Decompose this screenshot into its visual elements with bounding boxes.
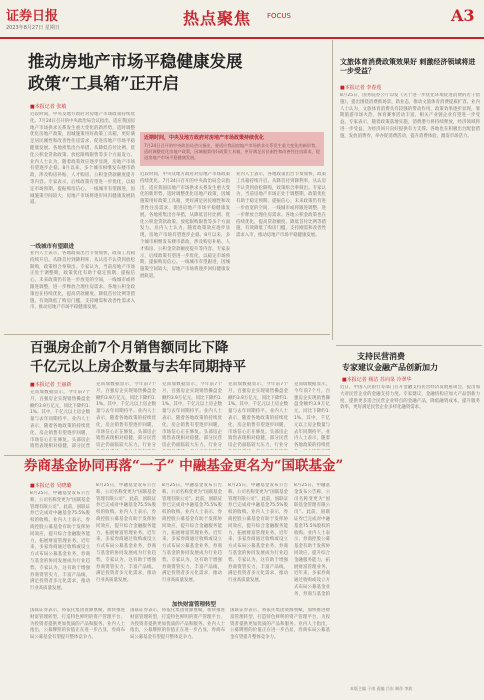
second-body-col2: 克而瑞数据显示，今年前7个月，百强房企实现销售操盘金额约3.9万亿元，同比下降约1.1%。其中，千亿元以上房企数量与去年同期持平。业内人士表示，随着各地政策的持续优化，房企销售有望逐步回暖，市场信心正在修复。头部房企销售表现相对稳健，部分民营房企仍面临较大压力，行业分 xyxy=(96,382,156,449)
lead-body-col1-cont: 业内人士表示，各地政策出台节奏加快，政策工具箱持续开启。从降首付到降利率，从认房不认贷到放松限购，政策组合拳频出。专家认为，当前房地产市场正处于调整期，政策优化有助于稳定预期、提振信心。未来政策仍有进一步放宽的空间，一线城市或将跟进调整，进一步释放合理住房需求。各地公积金政策也在持续优化，提高贷款额度、降低首付比例等措施，有效降低了购房门槛，支持刚需和改善性需求入市，推动房地产市场平稳健康发展。 xyxy=(30,251,135,311)
second-body-col5: 克而瑞数据显示，今年前7个月，百强房企实现销售操盘金额约3.9万亿元，同比下降约1.1%。其中，千亿元以上房企数量与去年同期持平。业内人士表示，随着各地政策的持续优 xyxy=(294,382,330,449)
highlight-box-title: 近期时间，中央及地方政府对房地产市场政策持续优化 xyxy=(144,135,265,141)
bottom-body2-col3: 国联证券表示，将依托集团资源禀赋，加快推进财富管理转型，打造特色鲜明的资产管理平台，为投资者提供更加优质的产品和服务。业内人士指出，公募牌照的价值正在进一步凸显，券商布局公募基金有望提升整体竞争力。 xyxy=(230,608,330,641)
page-footer: 本版主编 于南 责编 吕东 制作 李波 xyxy=(350,686,413,691)
bottom-body-col2: 8月25日，中融基金发布公告称，公司名称变更为“国联基金管理有限公司”。此前，国联证券已完成对中融基金75.5%股权的收购。业内人士表示，券商控股公募基金有助于发挥协同效应，提升综合金融服务能力，拓展财富管理业务。近年来，多家券商通过收购或设立方式布局公募基金业务，券商与基金的协同发展成为行业趋势。专家认为，这有助于增强券商资管实力，丰富产品线，满足投资者多元化需求，推动行业高质量发展。 xyxy=(96,483,156,584)
bottom-headline: 券商基金协同再落“一子” 中融基金更名为“国联基金” xyxy=(24,458,344,474)
second-body-col4: 克而瑞数据显示，今年前7个月，百强房企实现销售操盘金额约3.9万亿元，同比下降约1.1%。其中，千亿元以上房企数量与去年同期持平。业内人士表示，随着各地政策的持续优化，房企销售有望逐步回暖，市场信心正在修复。头部房企销售表现相对稳健，部分民营房企仍面临较大压力，行业分 xyxy=(228,382,288,449)
lead-body-col1: 近段时间，中央及地方政府对房地产市场政策持续优化。7月24日召开的中央政治局会议指出，适应我国房地产市场供求关系发生重大变化的新形势，适时调整优化房地产政策，因城施策用好政策工具箱，更好满足居民刚性和改善性住房需求，促进房地产市场平稳健康发展。各地密集出台举措，从降低首付比例、优化公积金贷款政策、放松限购限售等多个方面发力。业内人士认为，随着政策效应逐步显现，房地产市场有望逐步企稳。8月以来，多个城市相继发布楼市新政，涉及购房补贴、人才购房、公积金贷款额度提升等内容。专家表示，后续政策有望进一步优化，以稳定市场预期，提振购房信心。一线城市有望跟进，因城施策空间较大，房地产市场将逐步回归健康发展轨道。 xyxy=(30,112,135,206)
second-body-col3: 克而瑞数据显示，今年前7个月，百强房企实现销售操盘金额约3.9万亿元，同比下降约1.1%。其中，千亿元以上房企数量与去年同期持平。业内人士表示，随着各地政策的持续优化，房企销售有望逐步回暖，市场信心正在修复。头部房企销售表现相对稳健，部分民营房企仍面临较大压力，行业分 xyxy=(162,382,222,449)
lead-body-col3: 业内人士表示，各地政策出台节奏加快，政策工具箱持续开启。从降首付到降利率，从认房不认贷到放松限购，政策组合拳频出。专家认为，当前房地产市场正处于调整期，政策优化有助于稳定预期、提振信心。未来政策仍有进一步放宽的空间，一线城市或将跟进调整，进一步释放合理住房需求。各地公积金政策也在持续优化，提高贷款额度、降低首付比例等措施，有效降低了购房门槛，支持刚需和改善性需求入市，推动房地产市场平稳健康发展。 xyxy=(236,172,326,239)
highlight-box-text: 7月24日召开的中央政治局会议指出，要适应我国房地产市场供求关系发生重大变化的新形势，适时调整优化房地产政策，因城施策用好政策工具箱，更好满足居民刚性和改善性住房需求，促进房地产市场平稳健康发展。 xyxy=(144,143,320,160)
right-divider xyxy=(336,345,482,346)
second-headline-line2: 千亿元以上房企数量与去年同期持平 xyxy=(30,359,246,375)
newspaper-logo: 证券日报 xyxy=(6,9,59,24)
second-headline-line1: 百强房企前7个月销售额同比下降 xyxy=(30,340,229,356)
bottom-byline: ■本报记者 吴晓璐 xyxy=(30,483,72,489)
bottom-body2-col2: 国联证券表示，将依托集团资源禀赋，加快推进财富管理转型，打造特色鲜明的资产管理平台，为投资者提供更加优质的产品和服务。业内人士指出，公募牌照的价值正在进一步凸显，券商布局公募基金有望提升整体竞争力。 xyxy=(130,608,225,641)
bottom-body-col3: 8月25日，中融基金发布公告称，公司名称变更为“国联基金管理有限公司”。此前，国联证券已完成对中融基金75.5%股权的收购。业内人士表示，券商控股公募基金有助于发挥协同效应，提升综合金融服务能力，拓展财富管理业务。近年来，多家券商通过收购或设立方式布局公募基金业务，券商与基金的协同发展成为行业趋势。专家认为，这有助于增强券商资管实力，丰富产品线，满足投资者多元化需求，推动行业高质量发展。 xyxy=(162,483,222,584)
lead-headline-line2: 政策“工具箱”正开启 xyxy=(28,74,179,93)
right-mid-headline-line2: 专家建议金融产品创新加力 xyxy=(342,362,438,372)
bottom-body2-col1: 国联证券表示，将依托集团资源禀赋，加快推进财富管理转型，打造特色鲜明的资产管理平台，为投资者提供更加优质的产品和服务。业内人士指出，公募牌照的价值正在进一步凸显，券商布局公募基金有望提升整体竞争力。 xyxy=(30,608,125,641)
bottom-divider xyxy=(4,455,330,456)
page-number: A3 xyxy=(451,6,475,25)
bottom-body-col1: 8月25日，中融基金发布公告称，公司名称变更为“国联基金管理有限公司”。此前，国联证券已完成对中融基金75.5%股权的收购。业内人士表示，券商控股公募基金有助于发挥协同效应，提升综合金融服务能力，拓展财富管理业务。近年来，多家券商通过收购或设立方式布局公募基金业务，券商与基金的协同发展成为行业趋势。专家认为，这有助于增强券商资管实力，丰富产品线，满足投资者多元化需求，推动行业高质量发展。 xyxy=(30,491,90,592)
section-label: FOCUS xyxy=(267,12,291,20)
bottom-body-col4: 8月25日，中融基金发布公告称，公司名称变更为“国联基金管理有限公司”。此前，国联证券已完成对中融基金75.5%股权的收购。业内人士表示，券商控股公募基金有助于发挥协同效应，提升综合金融服务能力，拓展财富管理业务。近年来，多家券商通过收购或设立方式布局公募基金业务，券商与基金的协同发展成为行业趋势。专家认为，这有助于增强券商资管实力，丰富产品线，满足投资者多元化需求，推动行业高质量发展。 xyxy=(228,483,288,584)
column-divider xyxy=(332,40,333,340)
issue-date: 2023年8月27日 星期日 xyxy=(6,25,60,31)
bottom-subhead: 加快财富管理转型 xyxy=(172,602,217,608)
right-mid-byline: ■本报记者 杨洁 苏向杲 冷翠华 xyxy=(342,377,412,383)
section-divider xyxy=(4,334,330,335)
second-body-col1: 克而瑞数据显示，今年前7个月，百强房企实现销售操盘金额约3.9万亿元，同比下降约1.1%。其中，千亿元以上房企数量与去年同期持平。业内人士表示，随着各地政策的持续优化，房企销售有望逐步回暖，市场信心正在修复。头部房企销售表现相对稳健，部分民营 xyxy=(30,390,90,450)
middle-subhead: 一线城市有望跟进 xyxy=(30,244,75,250)
right-mid-headline-line1: 支持民营消费 xyxy=(357,351,405,361)
right-body: 8月25日，国务院办公厅印发《关于进一步优化环境促进消费的若干措施》，提出围绕消费新场景、新业态，推动文旅体育消费提质扩容。业内人士认为，文旅体育消费具有较强的带动作用，政策效果逐步显现，暑期旅游市场火热，体育赛事活动丰富，相关产业链企业有望进一步受益。专家表示，随着政策落地实施，消费潜力将持续释放，经济领域将进一步受益，为经济回升向好提供有力支撑。各地也在积极出台配套措施，发放消费券，举办促消费活动，提升消费体验，激发市场活力。 xyxy=(340,93,480,139)
lead-headline-line1: 推动房地产市场平稳健康发展 xyxy=(28,52,243,71)
second-byline: ■本报记者 王丽新 xyxy=(30,382,72,388)
lead-byline: ■本报记者 张敏 xyxy=(30,104,67,110)
right-headline: 文旅体育消费政策效果好 刺激经济领域将进一步受益？ xyxy=(340,57,476,75)
bottom-body-col5: 8月25日，中融基金发布公告称，公司名称变更为“国联基金管理有限公司”。此前，国联证券已完成对中融基金75.5%股权的收购。业内人士表示，券商控股公募基金有助于发挥协同效应，提升综合金融服务能力，拓展财富管理业务。近年来，多家券商通过收购或设立方式布局公募基金业务，券商与基金的 xyxy=(294,483,330,596)
right-byline: ■本报记者 李春莲 xyxy=(340,85,382,91)
right-mid-body: 近日，中国人民银行等部门召开金融支持民营经济发展座谈会，提出加大对民营企业的金融支持力度。专家建议，金融机构应加大产品创新力度，提供更多适合民营企业特点的金融产品，降低融资成本，提升服务效率，更好满足民营企业多样化融资需求。 xyxy=(340,385,480,411)
lead-body-col2: 近段时间，中央及地方政府对房地产市场政策持续优化。7月24日召开的中央政治局会议指出，适应我国房地产市场供求关系发生重大变化的新形势，适时调整优化房地产政策，因城施策用好政策工具箱，更好满足居民刚性和改善性住房需求，促进房地产市场平稳健康发展。各地密集出台举措，从降低首付比例、优化公积金贷款政策、放松限购限售等多个方面发力。业内人士认为，随着政策效应逐步显现，房地产市场有望逐步企稳。8月以来，多个城市相继发布楼市新政，涉及购房补贴、人才购房、公积金贷款额度提升等内容。专家表示，后续政策有望进一步优化，以稳定市场预期，提振购房信心。一线城市有望跟进，因城施策空间较大，房地产市场将逐步回归健康发展轨道。 xyxy=(140,172,230,279)
section-title: 热点聚焦 xyxy=(183,9,252,28)
